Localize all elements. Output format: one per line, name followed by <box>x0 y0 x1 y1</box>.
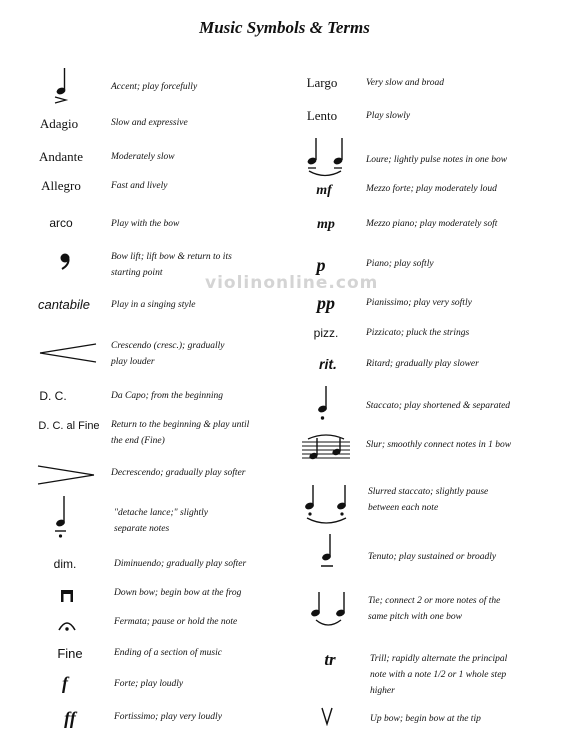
definition-largo: Very slow and broad <box>366 78 445 88</box>
definition-dc-al-fine: Return to the beginning & play until the end (Fine) <box>111 420 250 446</box>
definition-lento: Play slowly <box>366 111 411 121</box>
note-with-tenuto-dot-icon <box>46 494 76 540</box>
definition-piano: Piano; play softly <box>366 259 434 269</box>
term-piano: p <box>316 254 326 275</box>
term-pianissimo: pp <box>317 292 335 313</box>
definition-dim: Diminuendo; gradually play softer <box>114 559 247 569</box>
definition-accent: Accent; play forcefully <box>111 82 198 92</box>
term-allegro: Allegro <box>41 178 81 193</box>
staccato-note-icon <box>308 384 338 422</box>
definition-mezzo-forte: Mezzo forte; play moderately loud <box>366 184 497 194</box>
definition-fine: Ending of a section of music <box>114 648 222 658</box>
term-cantabile: cantabile <box>37 296 91 312</box>
definition-slur: Slur; smoothly connect notes in 1 bow <box>366 440 512 450</box>
definition-loure: Loure; lightly pulse notes in one bow <box>366 155 508 165</box>
definition-up-bow: Up bow; begin bow at the tip <box>370 714 481 724</box>
term-largo: Largo <box>306 75 338 90</box>
definition-forte: Forte; play loudly <box>114 679 184 689</box>
slur-on-staff-icon <box>300 430 352 466</box>
definition-staccato: Staccato; play shortened & separated <box>366 401 511 411</box>
term-trill: tr <box>324 650 336 669</box>
term-mezzo-forte: mf <box>316 183 332 198</box>
term-andante: Andante <box>38 149 84 164</box>
term-lento: Lento <box>306 108 338 123</box>
crescendo-hairpin-icon <box>36 340 98 366</box>
definition-pizzicato: Pizzicato; pluck the strings <box>366 328 470 338</box>
decrescendo-hairpin-icon <box>36 462 98 488</box>
term-dim: dim. <box>53 557 77 571</box>
definition-trill: Trill; rapidly alternate the principal note with a note 1/2 or 1 whole step higher <box>370 654 508 696</box>
term-fortissimo: ff <box>64 707 76 728</box>
note-with-accent-icon <box>45 66 79 106</box>
definition-detache-lance: "detache lance;" slightly separate notes <box>114 508 208 534</box>
fermata-icon <box>52 612 82 638</box>
definition-allegro: Fast and lively <box>111 181 168 191</box>
down-bow-icon <box>52 583 82 609</box>
definition-pianissimo: Pianissimo; play very softly <box>366 298 472 308</box>
definition-adagio: Slow and expressive <box>111 118 188 128</box>
definition-decrescendo: Decrescendo; gradually play softer <box>111 468 246 478</box>
definition-fermata: Fermata; pause or hold the note <box>114 617 238 627</box>
term-ritard: rit. <box>319 356 337 372</box>
page-title: Music Symbols & Terms <box>199 18 370 37</box>
definition-mezzo-piano: Mezzo piano; play moderately soft <box>366 219 498 229</box>
slurred-staccato-icon <box>300 483 354 527</box>
term-dc-al-fine: D. C. al Fine <box>38 420 100 432</box>
definition-arco: Play with the bow <box>111 219 180 229</box>
loure-notes-icon <box>300 134 350 178</box>
definition-tie: Tie; connect 2 or more notes of the same pitch with one bow <box>368 596 501 622</box>
term-forte: f <box>62 672 68 693</box>
term-mezzo-piano: mp <box>317 217 335 232</box>
term-pizzicato: pizz. <box>313 326 339 340</box>
definition-andante: Moderately slow <box>111 152 175 162</box>
tenuto-note-icon <box>312 532 342 572</box>
term-arco: arco <box>49 216 73 230</box>
bow-lift-comma-icon <box>50 248 80 274</box>
tie-notes-icon <box>306 590 352 630</box>
watermark: violinonline.com <box>205 273 379 293</box>
definition-ritard: Ritard; gradually play slower <box>366 359 479 369</box>
up-bow-icon <box>312 703 342 729</box>
term-adagio: Adagio <box>39 116 79 131</box>
definition-slurred-staccato: Slurred staccato; slightly pause between each note <box>368 487 489 513</box>
definition-crescendo: Crescendo (cresc.); gradually play louder <box>111 341 225 367</box>
term-da-capo: D. C. <box>39 389 67 403</box>
term-fine: Fine <box>57 645 83 661</box>
definition-fortissimo: Fortissimo; play very loudly <box>114 712 222 722</box>
definition-da-capo: Da Capo; from the beginning <box>111 391 224 401</box>
definition-tenuto: Tenuto; play sustained or broadly <box>368 552 497 562</box>
definition-bow-lift: Bow lift; lift bow & return to its starting point <box>111 252 232 278</box>
definition-down-bow: Down bow; begin bow at the frog <box>114 588 242 598</box>
definition-cantabile: Play in a singing style <box>111 300 196 310</box>
